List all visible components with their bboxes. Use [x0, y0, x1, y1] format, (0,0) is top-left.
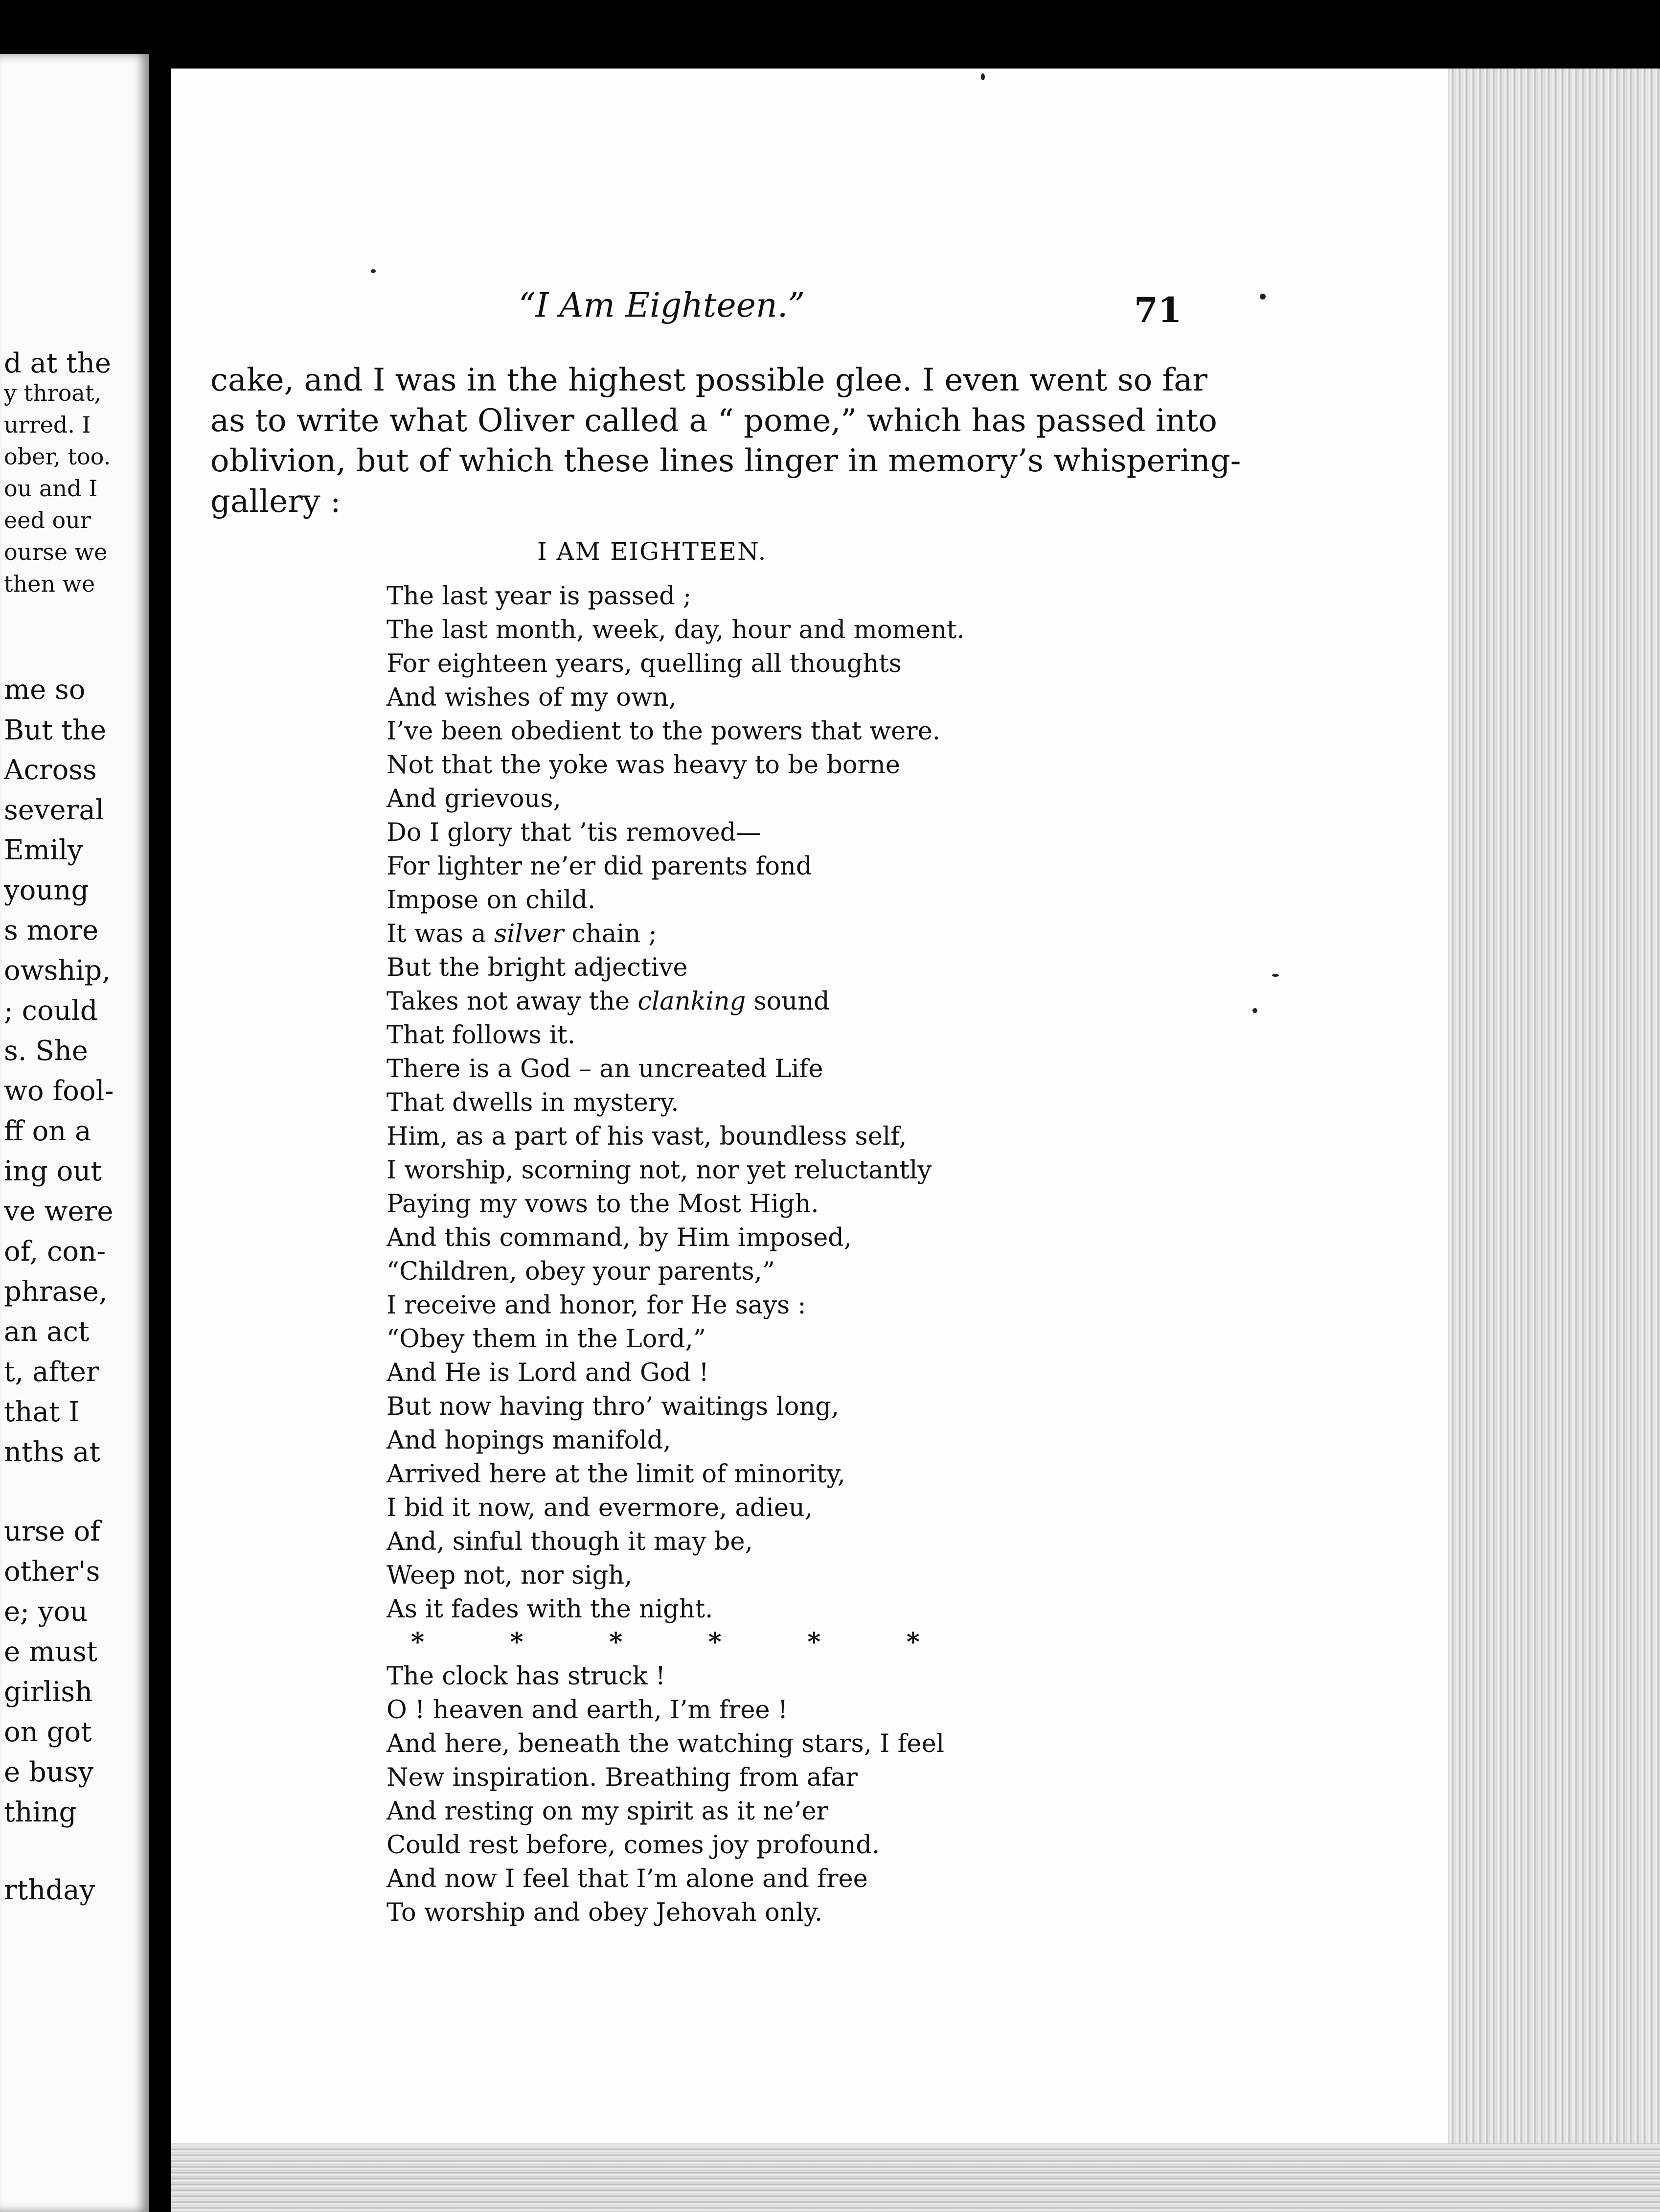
page-number: 71	[1134, 290, 1182, 330]
poem-line: Do I glory that ’tis removed—	[387, 818, 761, 847]
left-page-line: Emily	[4, 834, 83, 866]
left-page-line: girlish	[4, 1676, 93, 1708]
prose-line: gallery :	[210, 484, 341, 520]
poem-line: I receive and honor, for He says :	[387, 1291, 806, 1320]
left-page-line: e busy	[4, 1756, 94, 1788]
left-page-line: several	[4, 794, 104, 826]
prose-line: oblivion, but of which these lines linger in memory’s whispering-	[210, 443, 1241, 479]
poem-line: The last month, week, day, hour and moment.	[387, 616, 965, 645]
poem-text: It was a	[387, 920, 494, 948]
left-page-line: d at the	[4, 347, 112, 379]
left-page-line: me so	[4, 674, 86, 706]
scan-speck	[1260, 294, 1266, 300]
poem-line: The clock has struck !	[387, 1662, 666, 1691]
left-page-line: ing out	[4, 1155, 102, 1187]
asterisk: *	[906, 1627, 920, 1657]
poem-line: But now having thro’ waitings long,	[387, 1392, 840, 1421]
poem-line: I’ve been obedient to the powers that were.	[387, 717, 941, 746]
asterisk: *	[609, 1627, 623, 1657]
poem-line: Arrived here at the limit of minority,	[387, 1460, 845, 1489]
poem-line: And hopings manifold,	[387, 1426, 671, 1455]
poem-line: I bid it now, and evermore, adieu,	[387, 1494, 813, 1522]
poem-line: As it fades with the night.	[387, 1595, 713, 1624]
left-page-line: e; you	[4, 1596, 88, 1628]
poem-line: And, sinful though it may be,	[387, 1527, 753, 1556]
poem-line: Could rest before, comes joy profound.	[387, 1831, 880, 1860]
left-page-line: eed our	[4, 507, 91, 533]
left-page-line: young	[4, 875, 89, 906]
poem-line: “Children, obey your parents,”	[387, 1257, 775, 1286]
left-page-line: of, con-	[4, 1236, 106, 1267]
left-page-line: ; could	[4, 995, 98, 1027]
running-header: “I Am Eighteen.”	[519, 286, 805, 325]
poem-line: That dwells in mystery.	[387, 1088, 679, 1117]
asterisk: *	[411, 1627, 425, 1657]
left-page-line: t, after	[4, 1356, 99, 1388]
page-edge-texture	[1448, 69, 1660, 2212]
left-page-line: But the	[4, 714, 107, 746]
poem-text: chain ;	[564, 920, 657, 948]
left-page-line: urse of	[4, 1516, 100, 1547]
left-page-line: thing	[4, 1797, 77, 1828]
bottom-edge-texture	[171, 2143, 1660, 2212]
left-page-line: other's	[4, 1556, 100, 1588]
scan-speck	[1272, 974, 1279, 977]
poem-line: And now I feel that I’m alone and free	[387, 1865, 868, 1893]
scan-speck	[371, 269, 376, 273]
scan-speck	[1252, 1008, 1257, 1013]
asterisk: *	[510, 1627, 523, 1657]
left-page-line: ober, too.	[4, 443, 111, 470]
poem-line: And wishes of my own,	[387, 683, 677, 712]
poem-text: Takes not away the	[387, 987, 638, 1016]
asterisk: *	[807, 1627, 821, 1657]
poem-line: There is a God – an uncreated Life	[387, 1055, 823, 1083]
left-page-line: wo fool-	[4, 1075, 114, 1107]
left-page-line: ve were	[4, 1196, 114, 1227]
poem-italic-word: silver	[494, 920, 564, 948]
poem-line: Him, as a part of his vast, boundless self,	[387, 1122, 907, 1151]
poem-line: And resting on my spirit as it ne’er	[387, 1797, 829, 1826]
scan-speck	[981, 73, 985, 80]
poem-line: And He is Lord and God !	[387, 1359, 709, 1387]
poem-line: But the bright adjective	[387, 953, 688, 982]
asterisk: *	[708, 1627, 722, 1657]
poem-line: For eighteen years, quelling all thoughts	[387, 649, 902, 678]
poem-line: The last year is passed ;	[387, 582, 692, 611]
left-page-line: urred. I	[4, 412, 91, 438]
poem-text: sound	[746, 987, 830, 1016]
poem-line: And this command, by Him imposed,	[387, 1223, 852, 1252]
left-page-line: ff on a	[4, 1115, 91, 1147]
poem-line-clanking-sound	[387, 989, 830, 1014]
poem-line: And grievous,	[387, 784, 561, 813]
left-page-line: e must	[4, 1636, 98, 1668]
poem-line: Paying my vows to the Most High.	[387, 1190, 819, 1219]
poem-line: That follows it.	[387, 1021, 575, 1050]
poem-line: And here, beneath the watching stars, I feel	[387, 1729, 945, 1758]
stanza-separator	[411, 1627, 920, 1657]
left-page-line: an act	[4, 1316, 90, 1348]
poem-italic-word: clanking	[637, 987, 746, 1016]
poem-line: O ! heaven and earth, I’m free !	[387, 1696, 788, 1725]
prose-line: cake, and I was in the highest possible glee. I even went so far	[210, 362, 1207, 398]
left-page-line: rthday	[4, 1874, 95, 1906]
poem-line-silver-chain	[387, 922, 657, 946]
poem-line: For lighter ne’er did parents fond	[387, 852, 812, 881]
left-page-line: ou and I	[4, 475, 98, 502]
left-page-line: owship,	[4, 955, 111, 987]
poem-line: To worship and obey Jehovah only.	[387, 1898, 823, 1927]
left-page-line: nths at	[4, 1436, 101, 1468]
left-page-line: s. She	[4, 1035, 88, 1067]
left-page-line: on got	[4, 1716, 92, 1748]
left-page-line: that I	[4, 1396, 80, 1428]
left-page-line: Across	[4, 754, 97, 786]
poem-title: I AM EIGHTEEN.	[537, 537, 767, 566]
left-page-line: then we	[4, 571, 95, 597]
left-page-line: phrase,	[4, 1276, 108, 1308]
prose-line: as to write what Oliver called a “ pome,” which has passed into	[210, 403, 1217, 439]
left-page-line: ourse we	[4, 539, 108, 565]
left-page-line: s more	[4, 915, 99, 946]
left-facing-page	[0, 54, 149, 2212]
poem-line: Impose on child.	[387, 886, 596, 915]
left-page-line: y throat,	[4, 380, 101, 406]
poem-line: I worship, scorning not, nor yet reluctantly	[387, 1156, 932, 1185]
poem-line: “Obey them in the Lord,”	[387, 1325, 706, 1354]
poem-line: Weep not, nor sigh,	[387, 1561, 633, 1590]
poem-line: New inspiration. Breathing from afar	[387, 1763, 858, 1792]
poem-line: Not that the yoke was heavy to be borne	[387, 751, 900, 780]
